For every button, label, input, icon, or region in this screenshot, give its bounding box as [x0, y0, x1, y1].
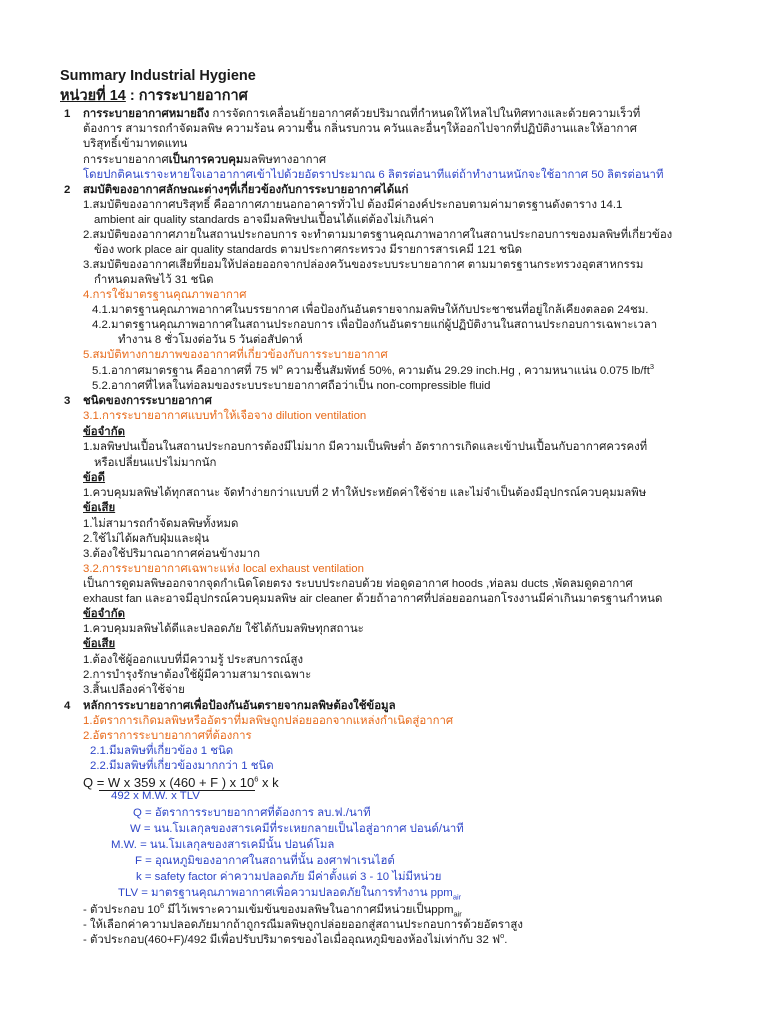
section-1-number: 1	[64, 108, 71, 120]
section-2-item-4: 4.การใช้มาตรฐานคุณภาพอากาศ	[83, 289, 247, 301]
cube-superscript: 3	[649, 362, 655, 372]
formula-numerator: Q = W x 359 x (460 + F ) x 10	[83, 775, 255, 790]
section-4-item-2: 2.อัตราการระบายอากาศที่ต้องการ	[83, 730, 252, 742]
definition-k: k = safety factor ค่าความปลอดภัย มีค่าตั้งแต่ 3 - 10 ไม่มีหน่วย	[136, 871, 442, 883]
local-exhaust-desc-1: เป็นการดูดมลพิษออกจากจุดกำเนิดโดยตรง ระบบประกอบด้วย ท่อดูดอากาศ hoods ,ท่อลม ducts ,พัดลมดูดอากาศ	[83, 578, 633, 590]
section-4-item-2-2: 2.2.มีมลพิษที่เกี่ยวข้องมากกว่า 1 ชนิด	[90, 760, 274, 772]
document-title: Summary Industrial Hygiene	[60, 68, 256, 84]
section-2-item-5: 5.สมบัติทางกายภาพของอากาศที่เกี่ยวข้องกับการระบายอากาศ	[83, 349, 388, 361]
section-2-item-1a: 1.สมบัติของอากาศบริสุทธิ์ คืออากาศภายนอกอาคารทั่วไป ต้องมีค่าองค์ประกอบตามค่ามาตรฐานดังตาราง 14.1	[83, 199, 623, 211]
note-1-b: มีไว้เพราะความเข้มข้นของมลพิษในอากาศมีหน่วยเป็นppm	[164, 904, 454, 916]
definition-tlv	[118, 886, 461, 901]
section-2-item-4-2b: ทำงาน 8 ชั่วโมงต่อวัน 5 วันต่อสัปดาห์	[118, 334, 303, 346]
limitation-1b: หรือเปลี่ยนแปรไม่มากนัก	[94, 457, 217, 469]
section-1-breathing-note: โดยปกติคนเราจะหายใจเอาอากาศเข้าไปด้วยอัตราประมาณ 6 ลิตรต่อนาทีแต่ถ้าทำงานหนักจะใช้อากาศ 50 ลิตรต่อนาที	[83, 169, 664, 181]
note-3-a: - ตัวประกอบ(460+F)/492 มีเพื่อปรับปริมาตรของไอเมื่ออุณหภูมิของห้องไม่เท่ากับ 32 ฟ	[83, 934, 501, 946]
definition-w: W = นน.โมเลกุลของสารเคมีที่ระเหยกลายเป็นไอสู่อากาศ ปอนด์/นาที	[130, 823, 464, 835]
ventilation-formula	[83, 775, 279, 790]
limitation-label: ข้อจำกัด	[83, 426, 125, 438]
section-2-item-4-2a: 4.2.มาตรฐานคุณภาพอากาศในสถานประกอบการ เพื่อป้องกันอันตรายแก่ผู้ปฏิบัติงานในสถานประกอบการเฉพาะเวลา	[92, 319, 658, 331]
limitation-2-1: 1.ควบคุมมลพิษได้ดีและปลอดภัย ใช้ได้กับมลพิษทุกสถานะ	[83, 623, 364, 635]
unit-heading	[60, 89, 248, 104]
degree-superscript: o	[278, 362, 283, 372]
section-2-item-5-2: 5.2.อากาศที่ไหลในท่อลมของระบบระบายอากาศถือว่าเป็น non-compressible fluid	[92, 380, 491, 392]
note-3-b: .	[504, 934, 508, 946]
note-1	[83, 903, 462, 918]
section-4-number: 4	[64, 700, 71, 712]
formula-factor: x k	[258, 775, 279, 790]
section-1-definition: การจัดการเคลื่อนย้ายอากาศด้วยปริมาณที่กำหนดให้ไหลไปในทิศทางและด้วยความเร็วที่	[209, 108, 641, 120]
note-3-degree: o	[500, 931, 505, 941]
section-1-term: การระบายอากาศหมายถึง	[83, 108, 210, 120]
disadvantage-2-label: ข้อเสีย	[83, 638, 116, 650]
limitation-1a: 1.มลพิษปนเปื้อนในสถานประกอบการต้องมีไม่มาก มีความเป็นพิษต่ำ อัตราการเกิดและเข้าปนเปื้อนกับอากาศควรคงที่	[83, 441, 648, 453]
section-1-line-4-a: การระบายอากาศ	[83, 154, 169, 166]
definition-tlv-text: TLV = มาตรฐานคุณภาพอากาศเพื่อความปลอดภัยในการทำงาน ppm	[118, 887, 453, 899]
disadvantage-2-1: 1.ต้องใช้ผู้ออกแบบที่มีความรู้ ประสบการณ์สูง	[83, 654, 304, 666]
local-exhaust-desc-2: exhaust fan และอาจมีอุปกรณ์ควบคุมมลพิษ air cleaner ด้วยถ้าอากาศที่ปล่อยออกนอกโรงงานมีค่าเกินมาตรฐานกำหนด	[83, 593, 663, 605]
section-2-item-4-1: 4.1.มาตรฐานคุณภาพอากาศในบรรยากาศ เพื่อป้องกันอันตรายจากมลพิษให้กับประชาชนที่อยู่ใกล้เคียงตลอด 24ชม.	[92, 304, 649, 316]
disadvantage-1: 1.ไม่สามารถกำจัดมลพิษทั้งหมด	[83, 518, 239, 530]
section-3-number: 3	[64, 395, 71, 407]
section-4-heading: หลักการระบายอากาศเพื่อป้องกันอันตรายจากมลพิษต้องใช้ข้อมูล	[83, 700, 396, 712]
advantage-label: ข้อดี	[83, 472, 106, 484]
advantage-1: 1.ควบคุมมลพิษได้ทุกสถานะ จัดทำง่ายกว่าแบบที่ 2 ทำให้ประหยัดค่าใช้จ่าย และไม่จำเป็นต้องมีอุปกรณ์ควบคุมมลพิษ	[83, 487, 647, 499]
standard-air-a: 5.1.อากาศมาตรฐาน คืออากาศที่ 75 ฟ	[92, 365, 279, 377]
section-1-line-1	[83, 107, 640, 122]
unit-heading-text: : การระบายอากาศ	[125, 88, 248, 104]
note-1-a: - ตัวประกอบ 10	[83, 904, 161, 916]
section-2-heading: สมบัติของอากาศลักษณะต่างๆที่เกี่ยวข้องกับการระบายอากาศได้แก่	[83, 184, 409, 196]
section-4-item-1: 1.อัตราการเกิดมลพิษหรืออัตราที่มลพิษถูกปล่อยออกจากแหล่งกำเนิดสู่อากาศ	[83, 715, 454, 727]
standard-air-b: ความชื้นสัมพัทธ์ 50%, ความดัน 29.29 inch.Hg , ความหนาแน่น 0.075 lb/ft	[282, 365, 650, 377]
section-4-item-2-1: 2.1.มีมลพิษที่เกี่ยวข้อง 1 ชนิด	[90, 745, 234, 757]
definition-f: F = อุณหภูมิของอากาศในสถานที่นั้น องศาฟาเรนไฮต์	[135, 855, 395, 867]
disadvantage-label: ข้อเสีย	[83, 502, 116, 514]
formula-denominator: 492 x M.W. x TLV	[111, 790, 200, 802]
section-1-line-4	[83, 153, 326, 168]
note-1-exponent: 6	[160, 901, 165, 911]
note-1-air-subscript: air	[453, 909, 462, 919]
dilution-ventilation-heading: 3.1.การระบายอากาศแบบทำให้เจือจาง dilution ventilation	[83, 410, 367, 422]
section-1-line-2: ต้องการ สามารถกำจัดมลพิษ ความร้อน ความชื้น กลิ่นรบกวน ควันและอื่นๆให้ออกไปจากที่ปฏิบัติงานและให้อากาศ	[83, 123, 637, 135]
tlv-air-subscript: air	[452, 892, 462, 902]
local-exhaust-heading: 3.2.การระบายอากาศเฉพาะแห่ง local exhaust ventilation	[83, 563, 364, 575]
section-2-item-2a: 2.สมบัติของอากาศภายในสถานประกอบการ จะทำตามมาตรฐานคุณภาพอากาศในสถานประกอบการของมลพิษที่เกี่ยวข้อง	[83, 229, 673, 241]
section-2-item-3b: กำหนดมลพิษไว้ 31 ชนิด	[94, 274, 214, 286]
section-2-item-2b: ข้อง work place air quality standards ตามประกาศกระทรวง มีรายการสารเคมี 121 ชนิด	[94, 244, 523, 256]
definition-q: Q = อัตราการระบายอากาศที่ต้องการ ลบ.ฟ./นาที	[133, 807, 371, 819]
disadvantage-2-2: 2.การบำรุงรักษาต้องใช้ผู้มีความสามารถเฉพาะ	[83, 669, 312, 681]
section-1-line-4-b: เป็นการควบคุม	[168, 154, 244, 166]
section-3-heading: ชนิดของการระบายอากาศ	[83, 395, 212, 407]
disadvantage-2-3: 3.สิ้นเปลืองค่าใช้จ่าย	[83, 684, 185, 696]
unit-heading-label: หน่วยที่ 14	[60, 88, 126, 104]
section-2-item-3a: 3.สมบัติของอากาศเสียที่ยอมให้ปล่อยออกจากปล่องควันของระบบระบายอากาศ ตามมาตรฐานกระทรวงอุตสาหกรรม	[83, 259, 644, 271]
section-1-line-4-c: มลพิษทางอากาศ	[243, 154, 327, 166]
disadvantage-2: 2.ใช้ไม่ได้ผลกับฝุ่มและฝุ่น	[83, 533, 210, 545]
formula-exponent: 6	[254, 774, 259, 784]
limitation-2-label: ข้อจำกัด	[83, 608, 125, 620]
section-2-item-5-1	[92, 364, 654, 379]
note-2: - ให้เลือกค่าความปลอดภัยมากถ้าถูกรณีมลพิษถูกปล่อยออกสู่สถานประกอบการด้วยอัตราสูง	[83, 919, 523, 931]
section-2-number: 2	[64, 184, 71, 196]
section-1-line-3: บริสุทธิ์เข้ามาทดแทน	[83, 138, 188, 150]
disadvantage-3: 3.ต้องใช้ปริมาณอากาศค่อนข้างมาก	[83, 548, 260, 560]
definition-mw: M.W. = นน.โมเลกุลของสารเคมีนั้น ปอนด์โมล	[111, 839, 335, 851]
section-2-item-1b: ambient air quality standards อาจมีมลพิษปนเปื้อนได้แต่ต้องไม่เกินค่า	[94, 214, 434, 226]
note-3	[83, 933, 507, 948]
